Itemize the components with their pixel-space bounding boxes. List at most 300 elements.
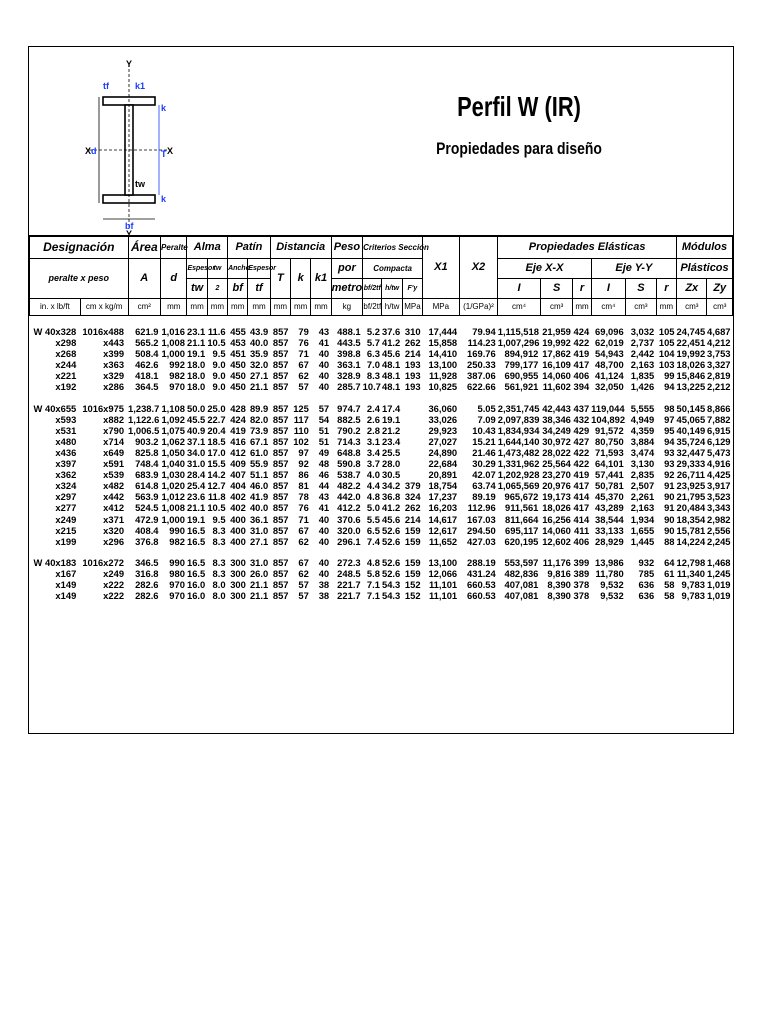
designation-cm: x249 — [103, 567, 125, 579]
value-cell — [402, 447, 422, 458]
value-cell: 1,655 — [630, 524, 655, 536]
value-cell: 5.5 — [366, 513, 380, 525]
value-cell: 41.2 — [382, 502, 401, 514]
hdr-metro: metro — [331, 279, 362, 299]
hdr-k: k — [291, 259, 311, 299]
value-cell: 363.1 — [337, 359, 361, 371]
value-cell: 25.0 — [207, 402, 226, 414]
value-cell: 857 — [272, 337, 289, 349]
hdr-patin: Patín — [228, 237, 271, 259]
table-row — [30, 458, 733, 469]
value-cell: 10.7 — [362, 381, 381, 393]
table-row — [30, 381, 733, 392]
value-cell: 71 — [298, 513, 309, 525]
value-cell: 14,617 — [428, 513, 458, 525]
value-cell: 990 — [169, 556, 185, 568]
value-cell: 193 — [404, 370, 421, 382]
value-cell: 46.0 — [249, 480, 269, 492]
value-cell: 3.1 — [366, 435, 380, 447]
value-cell: 19,992 — [676, 348, 706, 360]
designation-in: x149 — [55, 578, 77, 590]
hdr-criterios: Criterios Sección — [363, 237, 423, 259]
hdr-ry: r — [656, 279, 676, 299]
value-cell: 2,212 — [707, 381, 731, 393]
table-row — [30, 447, 733, 458]
value-cell: 406 — [573, 535, 590, 547]
value-cell: 167.03 — [467, 513, 496, 525]
value-cell: 590.8 — [337, 458, 361, 470]
page-subtitle: Propiedades para diseño — [436, 139, 602, 158]
value-cell: 992 — [169, 359, 185, 371]
value-cell: 400 — [230, 513, 246, 525]
designation-in: x277 — [55, 502, 77, 514]
value-cell: 38,544 — [595, 513, 624, 525]
designation-cm: 1016x488 — [82, 326, 125, 337]
value-cell: 451 — [230, 348, 246, 360]
value-cell: 50.0 — [187, 402, 206, 414]
value-cell: 427.03 — [467, 535, 496, 547]
value-cell: 370.6 — [337, 513, 361, 525]
value-cell: 40,149 — [676, 424, 706, 436]
value-cell: 424 — [230, 413, 246, 425]
table-row — [30, 480, 733, 491]
hdr-sy: S — [626, 279, 656, 299]
value-cell: 683.9 — [135, 469, 159, 481]
value-cell: 25.5 — [382, 446, 401, 458]
table-row — [30, 536, 733, 547]
value-cell: 21.1 — [249, 578, 269, 590]
value-cell: 990 — [169, 524, 185, 536]
designation-cm: x714 — [103, 435, 125, 447]
value-cell: 11.6 — [207, 326, 226, 337]
value-cell: 2,556 — [707, 524, 731, 536]
value-cell: 300 — [230, 578, 246, 590]
value-cell: 4.8 — [366, 556, 380, 568]
value-cell: 1,006.5 — [128, 424, 160, 436]
value-cell: 36.1 — [249, 513, 269, 525]
diagram-tf: tf — [103, 81, 109, 91]
value-cell: 14,410 — [428, 348, 458, 360]
value-cell: 2,163 — [630, 359, 655, 371]
value-cell: 1,835 — [630, 370, 655, 382]
value-cell: 903.2 — [135, 435, 159, 447]
value-cell: 450 — [230, 370, 246, 382]
table-body — [30, 316, 733, 602]
value-cell: 43,289 — [595, 502, 624, 514]
value-cell: 1,834,934 — [497, 424, 540, 436]
unit-cell: cm⁴ — [591, 299, 626, 316]
value-cell: 26.0 — [249, 567, 269, 579]
value-cell: 8.0 — [212, 590, 226, 602]
value-cell: 42.07 — [472, 469, 496, 481]
value-cell: 159 — [404, 567, 421, 579]
value-cell: 296.1 — [337, 535, 361, 547]
value-cell: 37.6 — [382, 326, 401, 337]
value-cell: 152 — [404, 578, 421, 590]
value-cell: 376.8 — [135, 535, 159, 547]
value-cell: 8.3 — [366, 370, 380, 382]
value-cell: 418.1 — [135, 370, 159, 382]
value-cell: 23.6 — [187, 491, 206, 503]
value-cell: 40 — [318, 370, 330, 382]
value-cell: 20.4 — [207, 424, 226, 436]
value-cell: 19,173 — [542, 491, 571, 503]
designation-cm: x363 — [103, 359, 125, 371]
value-cell: 27.1 — [249, 535, 269, 547]
w-profile-diagram — [79, 59, 189, 239]
designation-cm: 1016x272 — [82, 556, 125, 568]
value-cell: 71,593 — [595, 446, 624, 458]
designation-in: x244 — [55, 359, 77, 371]
value-cell: 26,711 — [676, 469, 705, 481]
value-cell: 114.23 — [467, 337, 496, 349]
value-cell: 8,390 — [547, 590, 571, 602]
unit-cell: (1/GPa)² — [459, 299, 498, 316]
value-cell: 6,915 — [707, 424, 731, 436]
designation-in: x324 — [55, 480, 77, 492]
designation-cm: x371 — [103, 513, 125, 525]
properties-table — [29, 236, 733, 601]
value-cell: 22,684 — [428, 458, 458, 470]
table-row — [30, 436, 733, 447]
value-cell: 414 — [573, 513, 590, 525]
value-cell: 5.0 — [366, 502, 380, 514]
value-cell: 1,065,569 — [497, 480, 540, 492]
diagram-d: d — [91, 146, 97, 156]
value-cell: 55.9 — [249, 458, 269, 470]
value-cell: 1,473,482 — [497, 446, 540, 458]
value-cell: 10.43 — [472, 424, 496, 436]
value-cell: 2,982 — [707, 513, 731, 525]
value-cell: 52.6 — [382, 535, 401, 547]
value-cell: 324 — [404, 491, 421, 503]
designation-in: W 40x655 — [33, 402, 77, 414]
hdr-zy: Zy — [707, 279, 733, 299]
value-cell: 857 — [272, 524, 289, 536]
value-cell: 57,441 — [595, 469, 624, 481]
value-cell: 24,745 — [676, 326, 706, 337]
value-cell: 82.0 — [249, 413, 269, 425]
value-cell: 857 — [272, 535, 289, 547]
value-cell: 7.09 — [477, 413, 496, 425]
value-cell: 2,737 — [630, 337, 655, 349]
value-cell: 15,846 — [676, 370, 706, 382]
value-cell: 20,891 — [428, 469, 458, 481]
value-cell: 30,972 — [542, 435, 571, 447]
value-cell: 21,795 — [676, 491, 706, 503]
hdr-tw: tw — [187, 279, 207, 299]
value-cell: 159 — [404, 556, 421, 568]
value-cell: 1,108 — [161, 402, 185, 414]
value-cell: 3,130 — [630, 458, 655, 470]
value-cell: 9.0 — [212, 359, 226, 371]
value-cell: 402 — [230, 502, 246, 514]
value-cell: 3,327 — [707, 359, 731, 371]
value-cell: 38 — [318, 578, 330, 590]
value-cell: 8.3 — [212, 535, 226, 547]
value-cell: 970 — [169, 578, 185, 590]
value-cell: 38,346 — [542, 413, 571, 425]
value-cell: 1,245 — [707, 567, 731, 579]
value-cell: 1,426 — [630, 381, 655, 393]
value-cell: 41,124 — [595, 370, 624, 382]
value-cell: 11,602 — [542, 381, 571, 393]
designation-in: x362 — [55, 469, 77, 481]
value-cell: 378 — [573, 578, 590, 590]
table-row — [30, 348, 733, 359]
value-cell: 28,929 — [595, 535, 624, 547]
value-cell: 18,026 — [676, 359, 706, 371]
unit-cell: MPa — [423, 299, 460, 316]
value-cell: 7.0 — [366, 359, 380, 371]
units-row — [30, 299, 733, 316]
value-cell: 16.5 — [187, 535, 206, 547]
value-cell: 78 — [298, 491, 309, 503]
data-sheet — [28, 46, 734, 734]
value-cell: 1,115,518 — [497, 326, 539, 337]
value-cell: 45,370 — [595, 491, 624, 503]
value-cell: 482,836 — [504, 567, 539, 579]
hdr-alma: Alma — [187, 237, 228, 259]
hdr-plasticos: Plásticos — [677, 259, 733, 279]
unit-cell: mm — [228, 299, 248, 316]
value-cell: 57 — [298, 578, 309, 590]
value-cell: 857 — [272, 567, 289, 579]
value-cell: 40 — [318, 567, 330, 579]
value-cell: 51 — [318, 424, 330, 436]
value-cell: 18.5 — [207, 435, 226, 447]
value-cell: 437 — [573, 402, 590, 414]
value-cell: 4,425 — [707, 469, 731, 481]
value-cell: 19.1 — [187, 513, 206, 525]
value-cell: 98 — [664, 402, 675, 414]
value-cell: 41.9 — [249, 491, 269, 503]
value-cell: 1,008 — [161, 502, 185, 514]
hdr-x2: X2 — [459, 237, 498, 299]
value-cell: 76 — [298, 337, 309, 349]
designation-cm: x329 — [103, 370, 125, 382]
page-title: Perfil W (IR) — [457, 91, 581, 122]
value-cell: 79.94 — [472, 326, 496, 337]
value-cell: 64,101 — [595, 458, 624, 470]
value-cell: 43 — [318, 326, 330, 337]
value-cell: 1,007,296 — [497, 337, 540, 349]
value-cell: 482.2 — [337, 480, 361, 492]
value-cell: 4,359 — [630, 424, 655, 436]
value-cell: 442.0 — [337, 491, 361, 503]
value-cell: 105 — [658, 337, 675, 349]
value-cell: 1,050 — [161, 446, 185, 458]
value-cell: 10,825 — [428, 381, 458, 393]
hdr-peralte-sym: d — [161, 259, 187, 299]
value-cell: 30.5 — [382, 469, 401, 481]
unit-cell: bf/2tf — [363, 299, 382, 316]
value-cell: 48 — [318, 458, 330, 470]
value-cell: 622.66 — [467, 381, 496, 393]
hdr-bf2tf: bf/2tf — [363, 279, 382, 299]
hdr-espesor2: Espesor — [248, 259, 270, 279]
value-cell: 416 — [230, 435, 246, 447]
value-cell: 1,012 — [161, 491, 185, 503]
value-cell: 57 — [298, 590, 309, 602]
table-row — [30, 557, 733, 568]
value-cell: 412.2 — [337, 502, 361, 514]
value-cell: 300 — [230, 556, 246, 568]
table-row — [30, 326, 733, 337]
title-box — [29, 47, 733, 239]
value-cell: 112.96 — [467, 502, 496, 514]
value-cell: 1,020 — [161, 480, 185, 492]
value-cell: 117 — [293, 413, 309, 425]
value-cell: 14,060 — [542, 524, 571, 536]
value-cell: 748.4 — [135, 458, 159, 470]
value-cell: 214 — [404, 513, 421, 525]
value-cell: 9.0 — [212, 381, 226, 393]
hdr-ix: I — [498, 279, 541, 299]
diagram-T: T — [161, 149, 167, 159]
unit-cell: cm³ — [677, 299, 707, 316]
table-row — [30, 590, 733, 601]
value-cell: 3.4 — [366, 446, 380, 458]
value-cell: 857 — [272, 578, 289, 590]
value-cell: 2.6 — [366, 413, 380, 425]
value-cell: 857 — [272, 556, 289, 568]
value-cell: 10.5 — [207, 337, 226, 349]
value-cell: 31.0 — [249, 556, 269, 568]
hdr-area-sym: A — [128, 259, 161, 299]
value-cell: 159 — [404, 524, 421, 536]
value-cell: 97 — [664, 413, 675, 425]
value-cell: 94 — [664, 435, 675, 447]
diagram-y-bottom: Y — [126, 229, 133, 239]
value-cell: 40.0 — [249, 337, 269, 349]
diagram-k1: k1 — [135, 81, 146, 91]
value-cell: 310 — [404, 326, 421, 337]
value-cell — [402, 458, 422, 469]
value-cell: 3,884 — [630, 435, 655, 447]
designation-in: x149 — [55, 590, 77, 602]
value-cell: 49 — [318, 446, 330, 458]
value-cell: 16.0 — [187, 590, 206, 602]
value-cell: 69,096 — [595, 326, 624, 337]
table-row — [30, 491, 733, 502]
table-row — [30, 414, 733, 425]
designation-in: x531 — [55, 424, 77, 436]
value-cell: 636 — [638, 590, 655, 602]
value-cell: 400 — [230, 524, 246, 536]
value-cell: 23.4 — [382, 435, 401, 447]
value-cell: 417 — [573, 502, 590, 514]
value-cell: 18.0 — [187, 370, 206, 382]
hdr-zx: Zx — [677, 279, 707, 299]
designation-cm: x222 — [103, 578, 125, 590]
hdr-bf: bf — [228, 279, 248, 299]
value-cell: 99 — [664, 370, 675, 382]
value-cell: 24,890 — [428, 446, 458, 458]
value-cell: 16.0 — [187, 578, 206, 590]
value-cell: 40 — [318, 513, 330, 525]
value-cell: 409 — [230, 458, 246, 470]
value-cell: 16.5 — [187, 524, 206, 536]
value-cell: 4,949 — [630, 413, 655, 425]
value-cell: 36,060 — [428, 402, 458, 414]
value-cell: 455 — [230, 326, 246, 337]
value-cell: 431.24 — [467, 567, 496, 579]
value-cell: 28.4 — [187, 469, 206, 481]
value-cell: 18,754 — [428, 480, 458, 492]
designation-in: x199 — [55, 535, 77, 547]
value-cell: 417 — [573, 480, 590, 492]
value-cell: 980 — [169, 567, 185, 579]
value-cell — [402, 414, 422, 425]
value-cell: 9.0 — [212, 370, 226, 382]
value-cell: 62,019 — [595, 337, 624, 349]
value-cell: 73.9 — [249, 424, 269, 436]
value-cell: 44 — [318, 480, 330, 492]
value-cell: 262 — [404, 502, 421, 514]
value-cell: 34.2 — [382, 480, 401, 492]
table-row — [30, 403, 733, 414]
unit-cell: cm x kg/m — [80, 299, 128, 316]
hdr-iy: I — [591, 279, 626, 299]
value-cell: 13,225 — [676, 381, 706, 393]
value-cell: 11.8 — [207, 491, 226, 503]
value-cell: 46 — [318, 469, 330, 481]
value-cell: 92 — [664, 469, 675, 481]
value-cell: 6,129 — [707, 435, 731, 447]
value-cell: 328.9 — [337, 370, 361, 382]
value-cell: 41 — [318, 502, 330, 514]
designation-cm: x296 — [103, 535, 125, 547]
value-cell: 8,390 — [547, 578, 571, 590]
value-cell: 193 — [404, 381, 421, 393]
value-cell: 790.2 — [337, 424, 361, 436]
value-cell: 15.5 — [207, 458, 226, 470]
value-cell: 411 — [574, 524, 590, 536]
value-cell: 91 — [664, 502, 675, 514]
value-cell: 13,100 — [428, 359, 458, 371]
value-cell: 1,000 — [161, 348, 185, 360]
value-cell: 417 — [573, 359, 590, 371]
value-cell: 97 — [298, 446, 309, 458]
value-cell: 982 — [169, 370, 185, 382]
hdr-tw2-num: tw — [207, 259, 227, 279]
value-cell: 42,443 — [542, 402, 571, 414]
unit-cell: mm — [161, 299, 187, 316]
value-cell: 48.1 — [382, 359, 401, 371]
value-cell: 364.5 — [135, 381, 159, 393]
value-cell: 16,256 — [542, 513, 571, 525]
designation-in: W 40x328 — [33, 326, 77, 337]
value-cell: 857 — [272, 590, 289, 602]
value-cell: 104,892 — [591, 413, 626, 425]
hdr-distancia: Distancia — [270, 237, 331, 259]
value-cell: 18.0 — [187, 381, 206, 393]
table-row — [30, 502, 733, 513]
value-cell: 857 — [272, 435, 289, 447]
value-cell: 1,019 — [707, 578, 731, 590]
designation-cm: x320 — [103, 524, 125, 536]
value-cell: 23,270 — [542, 469, 571, 481]
value-cell: 125 — [293, 402, 309, 414]
value-cell: 22.7 — [207, 413, 226, 425]
value-cell: 14,060 — [542, 370, 571, 382]
value-cell: 21.1 — [249, 590, 269, 602]
value-cell: 8.3 — [212, 567, 226, 579]
hdr-modulos: Módulos — [677, 237, 733, 259]
value-cell: 857 — [272, 381, 289, 393]
value-cell: 51.1 — [249, 469, 269, 481]
